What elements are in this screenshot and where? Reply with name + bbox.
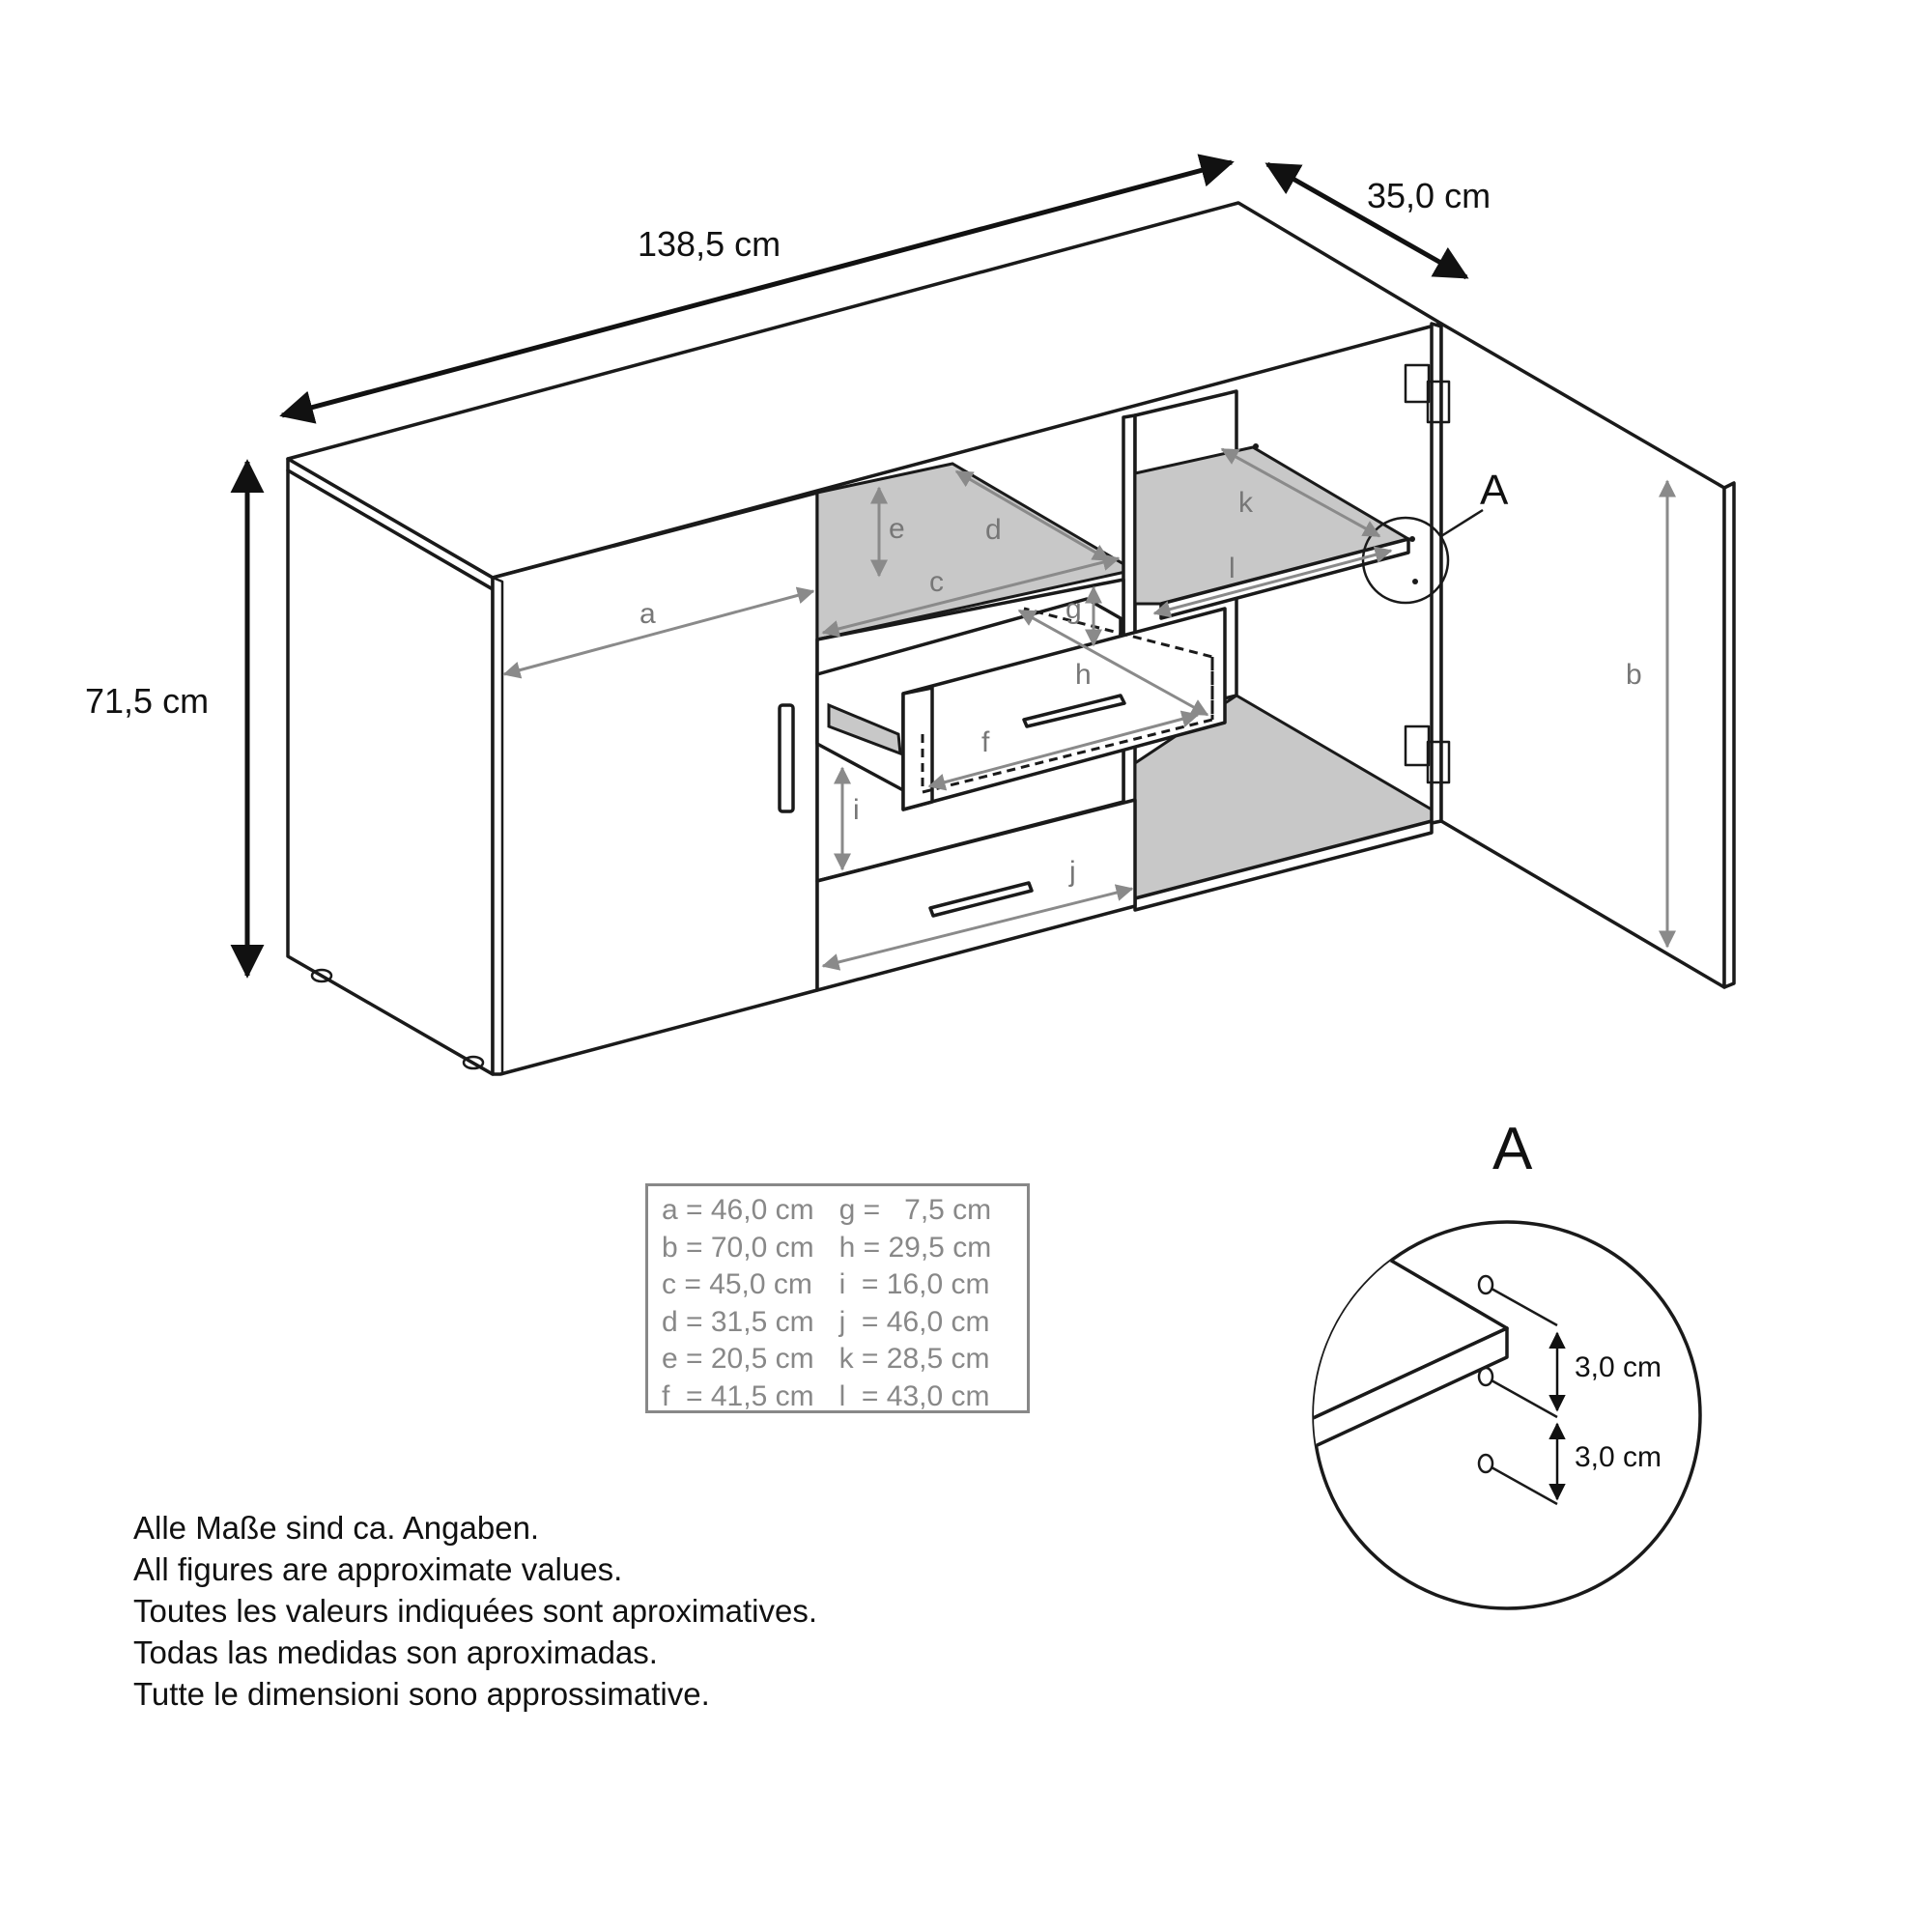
legend-cell: e = 20,5 cm [662,1343,814,1376]
shelf-pin-hole [1409,536,1415,542]
legend-cell: f = 41,5 cm [662,1379,814,1412]
detail-hole-middle [1479,1368,1492,1385]
right-door [1441,324,1724,987]
legend-cell: b = 70,0 cm [662,1231,814,1264]
depth-dimension-label: 35,0 cm [1367,176,1492,215]
legend-cell: d = 31,5 cm [662,1305,814,1338]
left-door-handle [780,705,793,811]
legend-row [662,1230,991,1267]
legend-row [662,1378,991,1416]
legend-cell: a = 46,0 cm [662,1194,814,1227]
legend-table [662,1192,991,1415]
dim-i-label: i [853,794,860,826]
dim-j-label: j [1069,856,1076,888]
note-italian: Tutte le dimensioni sono approssimative. [133,1676,710,1712]
legend-cell: c = 45,0 cm [662,1268,812,1301]
dim-d-label: d [985,514,1002,546]
right-door-edge [1724,483,1734,987]
shelf-pin-hole [1412,579,1418,584]
dim-g-label: g [1065,593,1082,625]
dim-f-label: f [981,726,990,758]
detail-hole-bottom [1479,1455,1492,1472]
legend-cell: l = 43,0 cm [838,1379,990,1412]
legend-row [662,1341,991,1378]
legend-cell: i = 16,0 cm [838,1268,990,1301]
legend-cell: k = 28,5 cm [838,1343,990,1376]
dim-l-label: l [1229,553,1236,584]
dim-k-label: k [1238,487,1253,519]
detail-ext-line-middle [1492,1380,1557,1417]
note-german: Alle Maße sind ca. Angaben. [133,1510,540,1546]
dim-h-label: h [1075,659,1092,691]
legend-cell: g = 7,5 cm [838,1194,992,1227]
note-french: Toutes les valeurs indiquées sont aproximatives. [133,1593,818,1629]
legend-row [662,1304,991,1342]
detail-dim-lower-label: 3,0 cm [1575,1441,1662,1473]
cabinet [288,203,1734,1074]
detail-ext-line-top [1492,1289,1557,1325]
legend-row [662,1192,991,1230]
note-spanish: Todas las medidas son aproximadas. [133,1634,658,1670]
disclaimer-notes [133,1507,817,1715]
note-english: All figures are approximate values. [133,1551,623,1587]
legend-cell: j = 46,0 cm [838,1305,990,1338]
dimension-legend [645,1183,1030,1413]
dim-a-label: a [639,598,656,630]
left-door [493,493,817,1074]
detail-label: A [1492,1116,1533,1182]
detail-hole-top [1479,1276,1492,1293]
legend-cell: h = 29,5 cm [838,1231,992,1264]
detail-ext-line-bottom [1492,1467,1557,1504]
dim-e-label: e [889,513,905,545]
callout-label: A [1480,467,1509,514]
dim-c-label: c [929,566,944,598]
dim-b-label: b [1626,659,1642,691]
legend-row [662,1266,991,1304]
shelf-pin-hole [1253,443,1259,449]
detail-dim-upper-label: 3,0 cm [1575,1351,1662,1383]
height-dimension-label: 71,5 cm [85,681,210,721]
detail-a [1256,1116,1700,1608]
width-dimension-label: 138,5 cm [638,224,781,264]
